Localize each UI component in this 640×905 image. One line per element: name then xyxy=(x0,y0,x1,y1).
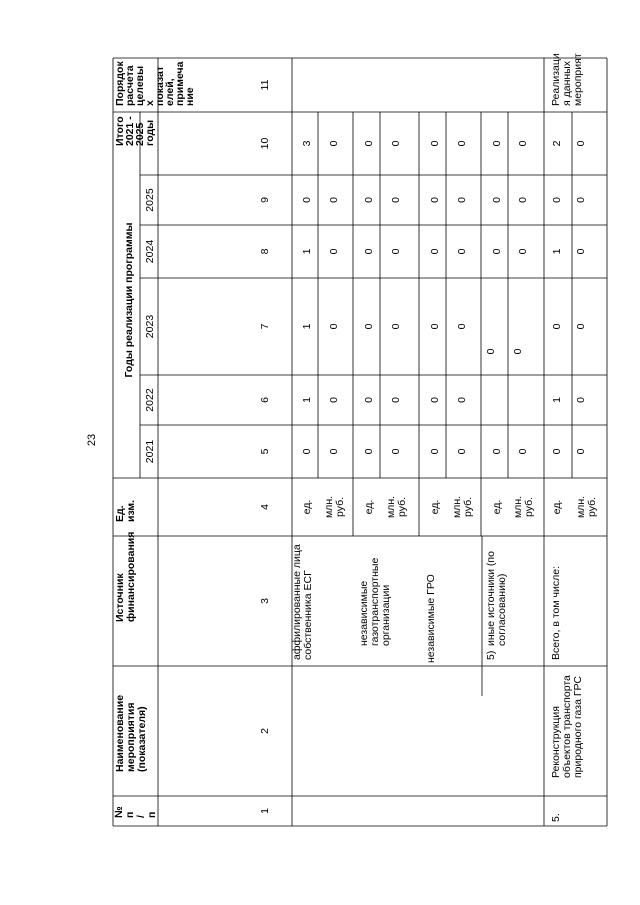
independent_gto-count-value: 0 xyxy=(363,197,375,203)
header-source: Источник xyxy=(114,573,126,622)
reconstruction-count-value: 0 xyxy=(551,323,563,330)
independent_gto-money-value: 0 xyxy=(390,140,402,147)
column-number-8: 8 xyxy=(259,248,271,255)
header-name: (показателя) xyxy=(136,706,148,772)
other-count-value: 0 xyxy=(491,448,503,455)
independent_gto-money-value: 0 xyxy=(390,448,402,455)
affiliated-unit-money: млн. xyxy=(323,495,335,519)
independent_gro-money-value: 0 xyxy=(456,140,468,147)
reconstruction-count-value: 1 xyxy=(551,397,563,403)
reconstruction-money-value: 0 xyxy=(575,448,587,455)
header-name: Наименование xyxy=(114,694,126,772)
affiliated-money-value: 0 xyxy=(328,248,340,255)
header-name: мероприятия xyxy=(125,702,137,772)
independent_gro-unit-money: млн. xyxy=(451,495,463,519)
other-money-value: 0 xyxy=(512,348,524,355)
reconstruction-money-value: 0 xyxy=(575,197,587,203)
independent_gro-money-value: 0 xyxy=(456,248,468,255)
year-2025: 2025 xyxy=(144,188,156,212)
header-order: х xyxy=(144,100,156,106)
reconstruction-note: Реализаци xyxy=(550,53,562,106)
column-number-5: 5 xyxy=(259,448,271,455)
independent_gto-money-value: 0 xyxy=(390,397,402,403)
other-count-value: 0 xyxy=(491,197,503,203)
affiliated-money-value: 0 xyxy=(328,140,340,147)
affiliated-money-value: 0 xyxy=(328,397,340,403)
other-money-value: 0 xyxy=(517,197,529,203)
other-count-value: 0 xyxy=(491,248,503,255)
independent_gto-money-value: 0 xyxy=(390,323,402,330)
affiliated-source: собственника ЕСГ xyxy=(302,570,314,660)
header-n: № xyxy=(113,806,125,818)
other-unit-money: руб. xyxy=(523,496,535,518)
year-2023: 2023 xyxy=(144,314,156,339)
independent_gto-source: организации xyxy=(380,584,392,646)
affiliated-money-value: 0 xyxy=(328,448,340,455)
reconstruction-unit-count: ед. xyxy=(551,499,563,515)
header-source: финансирования xyxy=(125,531,137,622)
independent_gro-unit-count: ед. xyxy=(429,499,441,515)
header-years-group: Годы реализации программы xyxy=(123,222,135,378)
independent_gto-money-value: 0 xyxy=(390,197,402,203)
column-number-3: 3 xyxy=(259,598,271,604)
independent_gro-money-value: 0 xyxy=(456,448,468,455)
independent_gro-count-value: 0 xyxy=(429,448,441,455)
column-number-4: 4 xyxy=(259,504,271,510)
header-n: п xyxy=(146,811,158,818)
other-source: согласованию) xyxy=(496,573,508,646)
header-unit: изм. xyxy=(125,499,137,522)
year-2021: 2021 xyxy=(144,439,156,464)
affiliated-source: аффилированные лица xyxy=(291,544,303,660)
reconstruction-name: природного газа ГРС xyxy=(572,675,584,778)
affiliated-money-value: 0 xyxy=(328,197,340,203)
independent_gro-count-value: 0 xyxy=(429,248,441,255)
affiliated-money-value: 0 xyxy=(328,323,340,330)
reconstruction-count-value: 0 xyxy=(551,197,563,203)
column-number-2: 2 xyxy=(259,728,271,734)
page-number: 23 xyxy=(86,433,98,447)
reconstruction-money-value: 0 xyxy=(575,397,587,403)
column-number-6: 6 xyxy=(259,397,271,403)
affiliated-count-value: 3 xyxy=(301,140,313,147)
independent_gto-unit-money: млн. xyxy=(385,495,397,519)
column-number-1: 1 xyxy=(259,808,271,814)
year-2022: 2022 xyxy=(144,388,156,412)
independent_gto-count-value: 0 xyxy=(363,397,375,403)
reconstruction-unit-money: руб. xyxy=(586,496,598,518)
affiliated-count-value: 0 xyxy=(301,197,313,203)
reconstruction-count-value: 2 xyxy=(551,140,563,147)
column-number-9: 9 xyxy=(259,197,271,203)
independent_gro-source: независимые ГРО xyxy=(425,574,437,663)
header-n: п xyxy=(124,811,136,818)
other-money-value: 0 xyxy=(517,448,529,455)
header-total: 2025 xyxy=(134,122,146,146)
independent_gto-count-value: 0 xyxy=(363,248,375,255)
affiliated-count-value: 1 xyxy=(301,397,313,403)
header-unit: Ед. xyxy=(114,505,126,522)
independent_gro-count-value: 0 xyxy=(429,397,441,403)
column-number-10: 10 xyxy=(259,137,271,150)
reconstruction-money-value: 0 xyxy=(575,323,587,330)
other-count-value: 0 xyxy=(491,140,503,147)
other-index: 5) xyxy=(485,650,497,660)
header-n: / xyxy=(135,815,147,818)
header-order: елей, xyxy=(164,78,176,106)
other-unit-money: млн. xyxy=(512,495,524,519)
independent_gto-unit-count: ед. xyxy=(363,499,375,515)
affiliated-unit-count: ед. xyxy=(301,499,313,515)
independent_gro-count-value: 0 xyxy=(429,140,441,147)
header-order: расчета xyxy=(124,65,136,106)
reconstruction-index: 5. xyxy=(550,813,562,822)
reconstruction-money-value: 0 xyxy=(575,248,587,255)
independent_gro-money-value: 0 xyxy=(456,323,468,330)
reconstruction-count-value: 0 xyxy=(551,448,563,455)
header-order: примеча xyxy=(174,61,186,106)
reconstruction-name: объектов транспорта xyxy=(561,675,573,778)
header-total: Итого xyxy=(114,116,126,146)
affiliated-unit-money: руб. xyxy=(334,496,346,518)
independent_gro-count-value: 0 xyxy=(429,323,441,330)
header-total: 2021 - xyxy=(124,116,136,146)
table-grid xyxy=(113,58,607,826)
other-money-value: 0 xyxy=(517,248,529,255)
column-number-11: 11 xyxy=(259,79,271,91)
column-number-7: 7 xyxy=(259,323,271,330)
affiliated-count-value: 1 xyxy=(301,248,313,255)
year-2024: 2024 xyxy=(144,239,156,264)
reconstruction-name: Реконструкция xyxy=(550,706,562,778)
affiliated-count-value: 0 xyxy=(301,448,313,455)
other-source: иные источники (по xyxy=(485,551,497,646)
reconstruction-note: я данных xyxy=(561,61,573,106)
reconstruction-source: Всего, в том числе: xyxy=(550,566,562,660)
independent_gto-count-value: 0 xyxy=(363,448,375,455)
independent_gro-money-value: 0 xyxy=(456,397,468,403)
independent_gro-unit-money: руб. xyxy=(462,496,474,518)
header-order: целевы xyxy=(134,65,146,106)
independent_gto-count-value: 0 xyxy=(363,140,375,147)
header-order: показат xyxy=(154,65,166,106)
independent_gto-money-value: 0 xyxy=(390,248,402,255)
reconstruction-unit-money: млн. xyxy=(575,495,587,519)
independent_gto-source: газотранспортные xyxy=(369,557,381,646)
header-order: Порядок xyxy=(114,61,126,106)
independent_gto-unit-money: руб. xyxy=(396,496,408,518)
reconstruction-count-value: 1 xyxy=(551,248,563,255)
reconstruction-money-value: 0 xyxy=(575,140,587,147)
header-total: годы xyxy=(144,119,156,146)
independent_gro-count-value: 0 xyxy=(429,197,441,203)
other-count-value: 0 xyxy=(485,348,497,355)
independent_gto-source: независимые xyxy=(358,580,370,646)
header-order: ние xyxy=(184,87,196,106)
affiliated-count-value: 1 xyxy=(301,323,313,330)
independent_gro-money-value: 0 xyxy=(456,197,468,203)
reconstruction-note: мероприят xyxy=(572,53,584,106)
other-unit-count: ед. xyxy=(491,499,503,515)
table-text xyxy=(113,53,598,822)
independent_gto-count-value: 0 xyxy=(363,323,375,330)
other-money-value: 0 xyxy=(517,140,529,147)
